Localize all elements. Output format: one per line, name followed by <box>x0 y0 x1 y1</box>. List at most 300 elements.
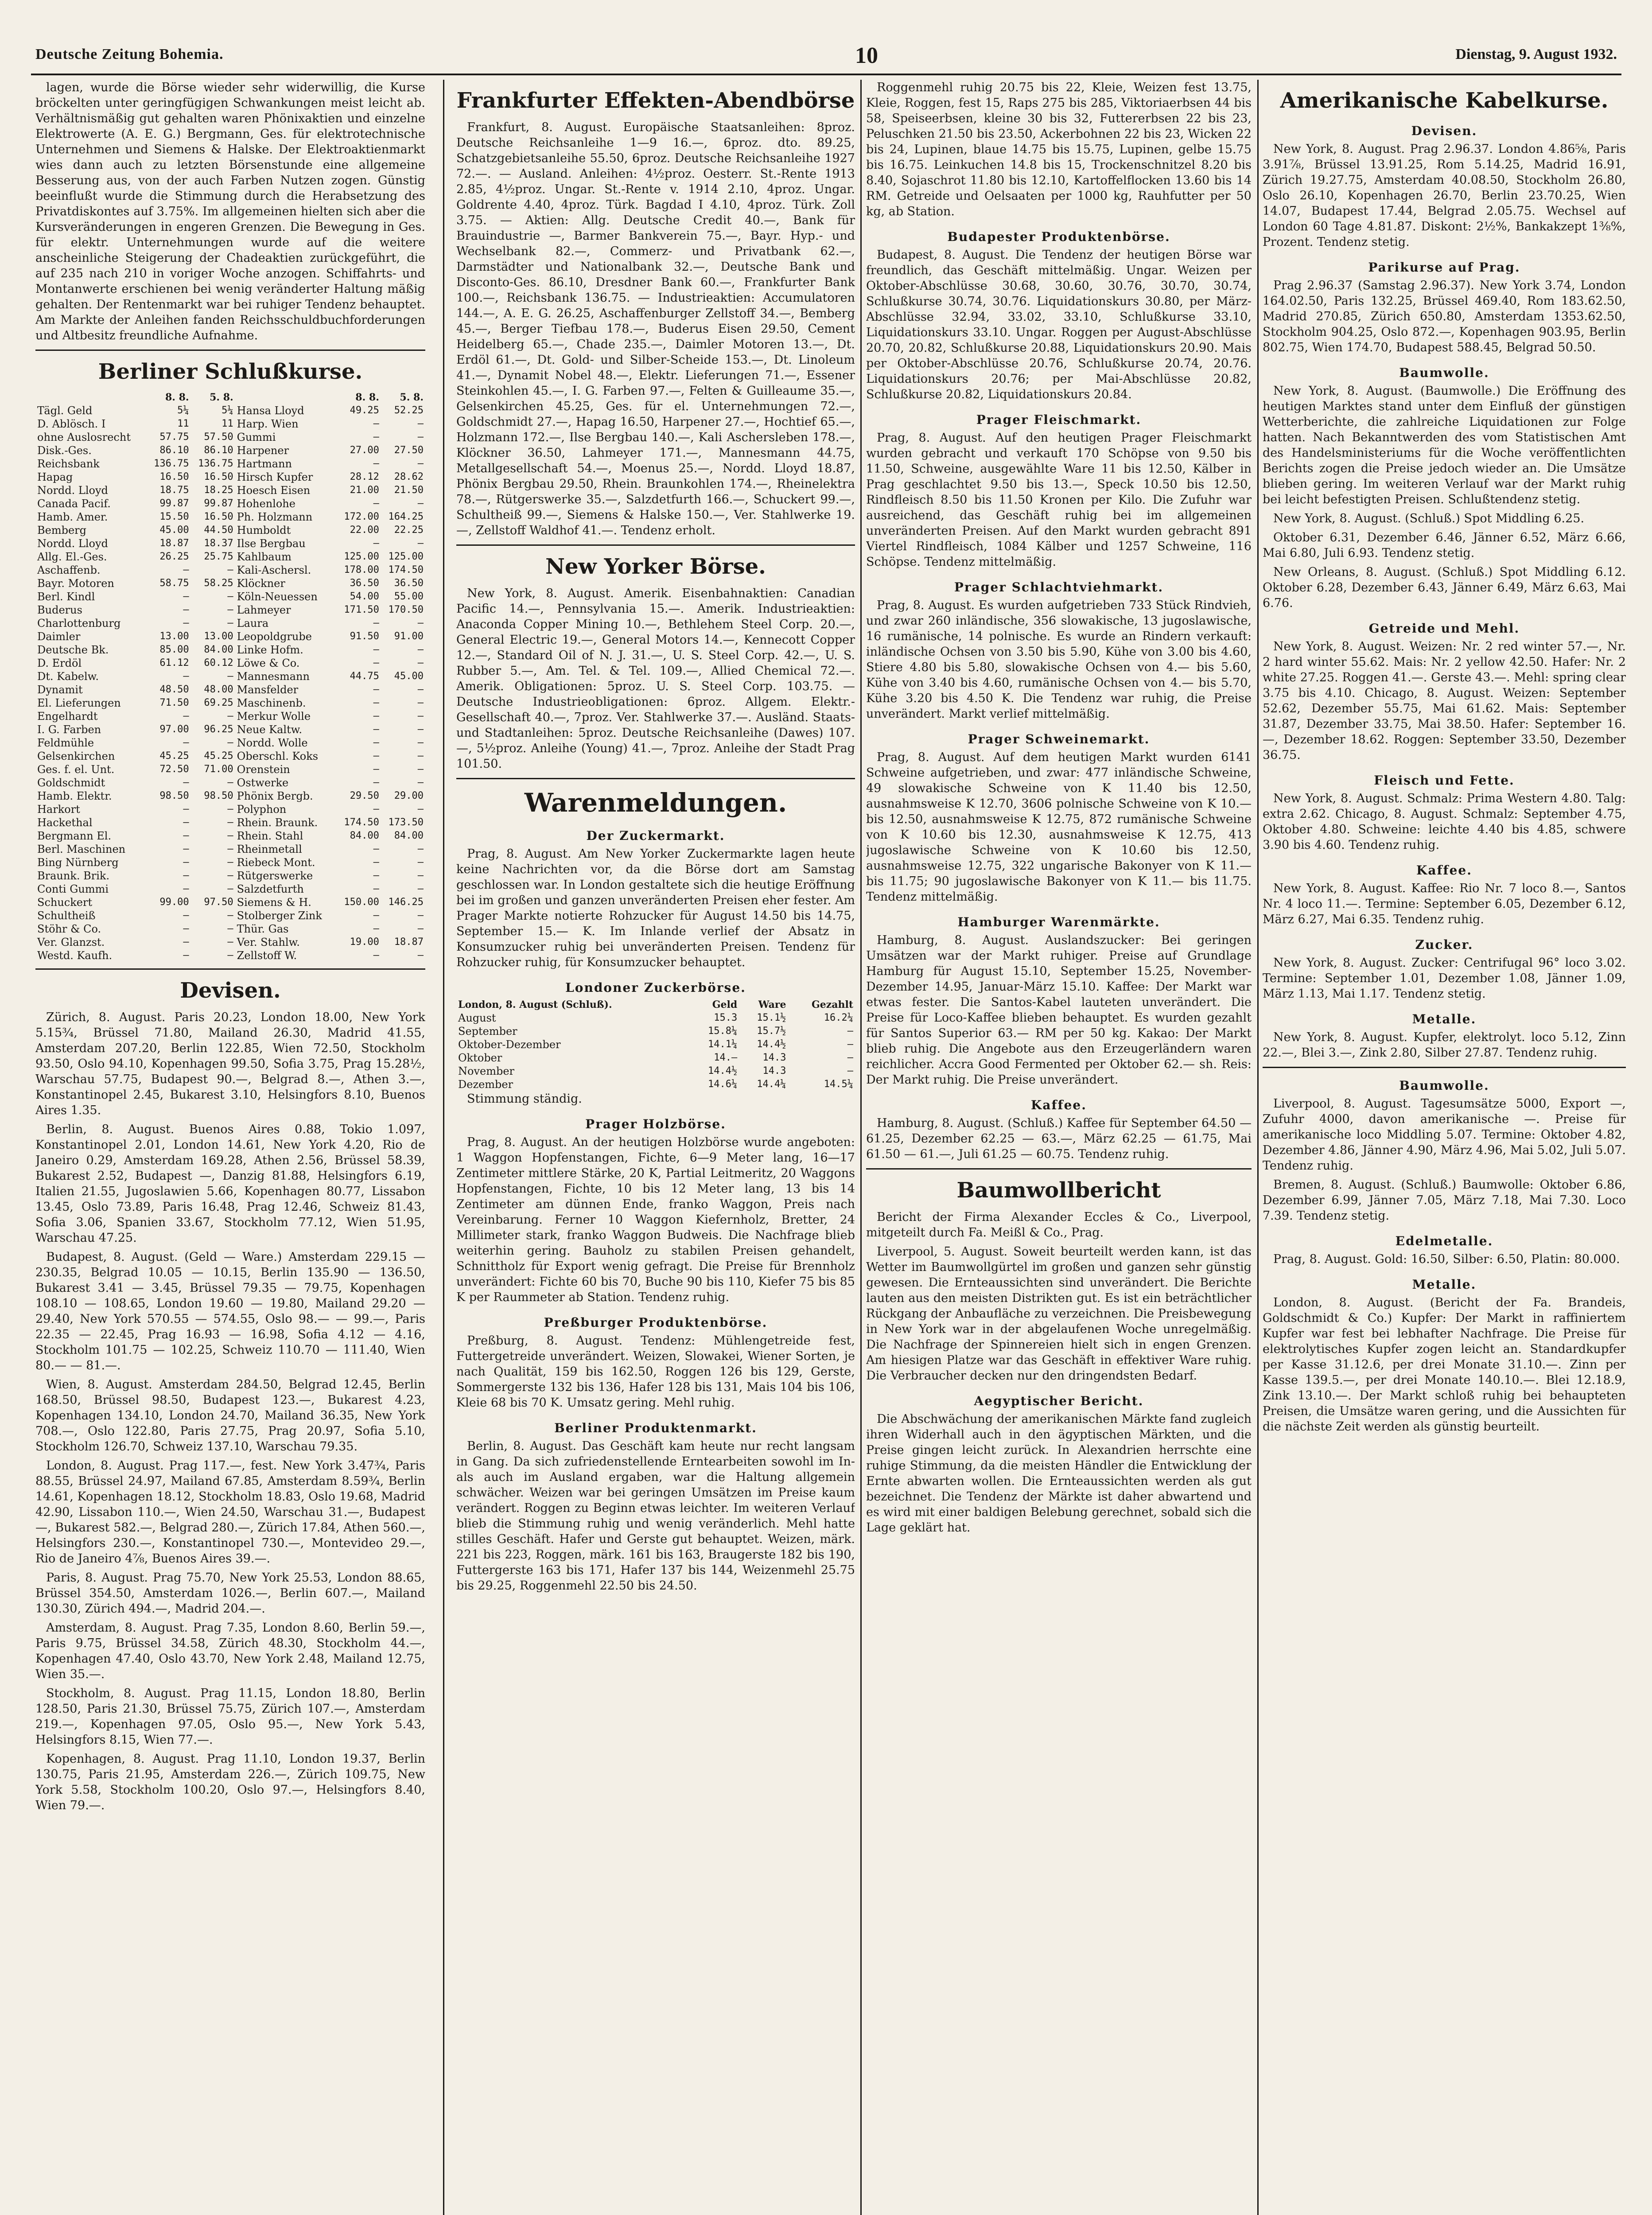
roggen-intro: Roggenmehl ruhig 20.75 bis 22, Kleie, Weizen fest 13.75, Kleie, Roggen, fest 15, Raps 275 bis 285, Viktoriaerbsen 44 bis 58, Speiseerbsen, kleine 30 bis 32, Futtererbsen 22 bis 23, Peluschken 21.50 bis 23.50, Ackerbohnen 22 bis 23, Wicken 22 bis 24, Lupinen, blaue 14.75 bis 15.75, Lupinen, gelbe 15.75 bis 16.75. Leinkuchen 14.8 bis 15, Trockenschnitzel 8.20 bis 8.40, Sojaschrot 11.80 bis 12.10, Kartoffelflocken 13.60 bis 14 RM. Getreide und Oelsaaten per 1000 kg, Rauhfutter per 50 kg, ab Station. <box>866 81 1252 218</box>
table-row <box>35 497 425 510</box>
quote-value: — <box>227 817 233 828</box>
quote-value: — <box>373 750 379 762</box>
table-header: Gezahlt <box>811 999 853 1010</box>
baumwolle-liverpool-report: Liverpool, 8. August. Tagesumsätze 5000, Export —, Zufuhr 4000, davon amerikanische —. Preise für amerikanische loco Middling 5.07. Termine: Oktober 4.82, Dezember 4.86, Jänner 4.90, März 4.96, Mai 5.02, Juli 5.07. Tendenz ruhig. <box>1263 1097 1626 1173</box>
quote-value: 14.1¼ <box>707 1039 738 1050</box>
security-name: Thür. Gas <box>237 923 289 935</box>
quote-value: — <box>847 1026 853 1037</box>
security-name: Berl. Maschinen <box>37 843 126 855</box>
quote-value: — <box>417 923 424 934</box>
section-rule <box>35 350 425 351</box>
quote-value: 15.7½ <box>757 1026 786 1037</box>
security-name: Ilse Bergbau <box>237 537 306 550</box>
london-mood: Stimmung ständig. <box>467 1092 582 1106</box>
table-row <box>35 670 425 683</box>
security-name: Salzdetfurth <box>237 883 304 895</box>
quote-value: 22.00 <box>350 525 379 536</box>
quote-value: — <box>417 498 424 509</box>
security-name: Orenstein <box>237 763 290 776</box>
getreide-report: New York, 8. August. Weizen: Nr. 2 red winter 57.—, Nr. 2 hard winter 55.62. Mais: Nr. 2 yellow 42.50. Hafer: Nr. 2 white 27.25. Roggen 41.—. Gerste 43.—. Mehl: spring clear 3.75 bis 4.10. Chicago, 8. August. Weizen: September 52.62, Dezember 55.75, Mai 61.62. Mais: September 31.87, Dezember 33.75, Mai 38.50. Hafer: September 16.—, Dezember 18.62. Roggen: September 33.50, Dezember 36.75. <box>1263 640 1626 762</box>
table-row <box>35 936 425 949</box>
table-row <box>35 431 425 444</box>
quote-value: 21.00 <box>350 485 379 496</box>
quote-value: 21.50 <box>394 485 424 496</box>
quote-value: 25.75 <box>204 551 233 562</box>
security-name: Mansfelder <box>237 684 299 696</box>
table-row <box>35 803 425 816</box>
quote-value: 15.8¼ <box>707 1026 738 1037</box>
table-row <box>456 1038 855 1051</box>
security-name: Linke Hofm. <box>237 644 303 656</box>
section-rule <box>456 544 855 546</box>
table-row <box>35 776 425 789</box>
fleisch-subtitle: Prager Fleischmarkt. <box>976 412 1142 427</box>
baumwoll-report: Liverpool, 5. August. Soweit beurteilt werden kann, ist das Wetter im Baumwollgürtel im großen und ganzen sehr günstig gewesen. Die Ernteaussichten sind unverändert. Die Berichte lauten aus den meisten Distrikten gut. Es ist ein beträchtlicher Rückgang der Anbaufläche zu verzeichnen. Die Preisbewegung in New York war in der abgelaufenen Woche unregelmäßig. Die Nachfrage der Spinnereien hielt sich in engen Grenzen. Am hiesigen Platze war das Geschäft in effektiver Ware ruhig. Die Verbraucher decken nur den dringendsten Bedarf. <box>866 1245 1252 1383</box>
market-intro: lagen, wurde die Börse wieder sehr widerwillig, die Kurse bröckelten unter geringfügigen Schwankungen meist leicht ab. Verhältnismäßig gut gehalten waren Phönixaktien und einzelne Elektrowerte (A. E. G.) Bergmann, Ges. für elektrotechnische Unternehmen und Siemens & Halske. Der Elektroaktienmarkt wies dann auch zu letzten Börsenstunde eine allgemeine Besserung aus, von der auch Farben Nutzen zogen. Günstig beeinflußt wurde die Stimmung durch die Herabsetzung des Privatdiskontes auf 3.75%. Im allgemeinen hielten sich aber die Kursveränderungen in engeren Grenzen. Die Bewegung in Ges. für elektr. Unternehmungen wurde auf die weitere anscheinliche Steigerung der Chadeaktien zurückgeführt, die auf 235 nach 210 in voriger Woche anzogen. Schiffahrts- und Montanwerte erschienen bei wenig veränderter Haltung mäßig gehalten. Der Rentenmarkt war bei ruhiger Tendenz behauptet. Am Markte der Anleihen fanden Reichsschuldbuchforderungen und Altbesitz freundliche Aufnahme. <box>35 81 425 342</box>
table-row <box>35 856 425 869</box>
security-name: Bayr. Motoren <box>37 577 114 590</box>
quote-value: 5¼ <box>177 405 189 416</box>
table-row <box>35 683 425 696</box>
quote-value: 16.50 <box>159 471 189 482</box>
quote-value: — <box>373 418 379 429</box>
quote-value: — <box>417 764 424 775</box>
zucker-report: Prag, 8. August. Am New Yorker Zuckermarkte lagen heute keine Nachrichten vor, da die Börse dort am Samstag geschlossen war. In London gestaltete sich die heutige Eröffnung bei im großen und ganzen unveränderten Preisen eher fester. Am Prager Markte notierte Rohzucker für August 14.50 bis 14.75, September 15.— K. Im Inlande verlief der Absatz in Konsumzucker ruhig bei unveränderten Preisen. Tendenz für Rohzucker ruhig, für Konsumzucker behauptet. <box>456 847 855 969</box>
security-name: Goldschmidt <box>37 777 105 789</box>
table-row <box>35 922 425 936</box>
table-row <box>35 896 425 909</box>
quote-value: 18.87 <box>394 937 424 948</box>
quote-value: — <box>183 777 189 788</box>
quote-value: — <box>373 724 379 735</box>
quote-value: — <box>373 618 379 629</box>
quote-value: 97.00 <box>159 724 189 735</box>
quote-value: 71.00 <box>204 764 233 775</box>
quote-value: 86.10 <box>204 445 233 456</box>
quote-value: 170.50 <box>388 604 424 615</box>
quote-value: 44.75 <box>350 671 379 682</box>
quote-value: 15.50 <box>159 511 189 522</box>
table-row <box>35 763 425 776</box>
quote-value: 71.50 <box>159 697 189 708</box>
page-header <box>31 43 1621 75</box>
table-row <box>456 1051 855 1065</box>
table-header: Geld <box>712 999 738 1010</box>
quote-value: — <box>417 431 424 443</box>
security-name: Feldmühle <box>37 737 94 749</box>
quote-value: — <box>183 817 189 828</box>
security-name: Ph. Holzmann <box>237 511 313 523</box>
security-name: Phönix Bergb. <box>237 790 313 802</box>
quote-value: 72.50 <box>159 764 189 775</box>
quote-value: 58.75 <box>159 578 189 589</box>
security-name: Schultheiß <box>37 909 96 922</box>
quote-value: — <box>227 857 233 868</box>
quote-value: — <box>417 750 424 762</box>
baumwoll-intro: Bericht der Firma Alexander Eccles & Co., Liverpool, mitgeteilt durch Fa. Meißl & Co., Prag. <box>866 1210 1252 1240</box>
quote-value: — <box>227 937 233 948</box>
security-name: Ver. Glanzst. <box>37 936 105 948</box>
quote-value: — <box>417 804 424 815</box>
security-name: Canada Pacif. <box>37 497 111 510</box>
table-row <box>35 537 425 550</box>
schlacht-report: Prag, 8. August. Es wurden aufgetrieben 733 Stück Rindvieh, und zwar 260 inländische, 356 slowakische, 13 jugoslawische, 16 rumänische, 14 polnische. Es wurde an Rindern verkauft: inländische Ochsen von 3.50 bis 5.90, Kühe von 3.00 bis 4.60, Stiere 4.80 bis 5.80, slowakische Ochsen von 4.— bis 5.60, Kühe von 3.40 bis 4.60, rumänische Ochsen von 4.— bis 5.70, Kühe 3.20 bis 4.50 K. Die Tendenz war ruhig, die Preise unverändert. Markt verlief mittelmäßig. <box>866 598 1252 721</box>
quote-value: — <box>227 604 233 615</box>
security-name: Harp. Wien <box>237 418 299 430</box>
security-name: Hapag <box>37 471 73 483</box>
security-name: Aschaffenb. <box>37 564 101 576</box>
newspaper-title: Deutsche Zeitung Bohemia. <box>35 46 224 62</box>
quote-value: — <box>417 711 424 722</box>
table-row <box>35 949 425 962</box>
table-row <box>35 484 425 497</box>
devisen-city-report: Berlin, 8. August. Buenos Aires 0.88, Tokio 1.097, Konstantinopel 2.01, London 14.61, New York 4.20, Rio de Janeiro 0.29, Amsterdam 169.28, Athen 2.56, Brüssel 58.39, Bukarest 2.52, Budapest —, Danzig 81.88, Helsingfors 6.19, Italien 21.55, Jugoslawien 5.66, Kopenhagen 80.77, Lissabon 13.45, Oslo 73.89, Paris 16.48, Prag 12.46, Schweiz 81.43, Sofia 3.06, Spanien 33.67, Stockholm 77.12, Wien 51.95, Warschau 47.25. <box>35 1123 425 1245</box>
quote-value: — <box>183 618 189 629</box>
security-name: Dynamit <box>37 684 83 696</box>
security-name: Conti Gummi <box>37 883 109 895</box>
quote-value: — <box>417 684 424 695</box>
quote-value: 96.25 <box>204 724 233 735</box>
quote-value: 55.00 <box>394 591 424 602</box>
delivery-month: Dezember <box>458 1078 513 1091</box>
quote-value: — <box>227 804 233 815</box>
quote-value: 45.25 <box>204 750 233 762</box>
quote-value: 36.50 <box>394 578 424 589</box>
quote-value: 58.25 <box>204 578 233 589</box>
security-name: Deutsche Bk. <box>37 644 109 656</box>
kabelkurse-title: Amerikanische Kabelkurse. <box>1280 88 1609 113</box>
security-name: Nordd. Lloyd <box>37 484 108 497</box>
quote-value: — <box>417 910 424 921</box>
security-name: Hackethal <box>37 816 93 829</box>
quote-value: 84.00 <box>350 830 379 841</box>
table-row <box>35 577 425 590</box>
hamburg-subtitle: Hamburger Warenmärkte. <box>957 915 1160 929</box>
quote-value: — <box>227 830 233 841</box>
security-name: Rheinmetall <box>237 843 302 855</box>
quote-value: — <box>373 843 379 855</box>
devisen-list <box>35 1010 425 1813</box>
security-name: Zellstoff W. <box>237 949 297 962</box>
quote-value: — <box>227 618 233 629</box>
parikurse-subtitle: Parikurse auf Prag. <box>1368 260 1520 275</box>
security-name: Lahmeyer <box>237 604 291 616</box>
zucker-ny-subtitle: Zucker. <box>1415 937 1473 952</box>
pressburg-report: Preßburg, 8. August. Tendenz: Mühlengetreide fest, Futtergetreide unverändert. Weizen, Slowakei, Wiener Sorten, je nach Qualität, 159 bis 162.50, Roggen 126 bis 129, Gerste, Sommergerste 132 bis 136, Hafer 128 bis 131, Mais 104 bis 106, Kleie 68 bis 70 K. Umsatz gering. Mehl ruhig. <box>456 1334 855 1410</box>
table-row <box>35 816 425 829</box>
parikurse-report: Prag 2.96.37 (Samstag 2.96.37). New York 3.74, London 164.02.50, Paris 132.25, Brüssel 469.40, Rom 183.62.50, Madrid 270.85, Zürich 650.80, Amsterdam 1353.62.50, Stockholm 904.25, Oslo 872.—, Kopenhagen 903.95, Berlin 802.75, Wien 174.70, Budapest 588.45, Belgrad 50.50. <box>1263 279 1626 354</box>
table-row <box>35 643 425 657</box>
security-name: Ver. Stahlw. <box>237 936 300 948</box>
quote-value: — <box>373 870 379 881</box>
column-1 <box>35 80 425 2215</box>
quote-value: — <box>373 538 379 549</box>
schlacht-subtitle: Prager Schlachtviehmarkt. <box>954 580 1164 595</box>
quote-value: 14.3 <box>762 1065 786 1076</box>
quote-value: — <box>373 711 379 722</box>
security-name: Nordd. Lloyd <box>37 537 108 550</box>
quote-value: 15.3 <box>714 1012 738 1023</box>
security-name: D. Ablösch. I <box>37 418 106 430</box>
column-divider <box>1257 80 1259 2215</box>
baumwolle-liverpool-subtitle: Baumwolle. <box>1399 1078 1489 1093</box>
quote-value: 14.— <box>714 1052 738 1063</box>
quote-value: 28.12 <box>350 471 379 482</box>
quote-value: 18.75 <box>159 485 189 496</box>
quote-value: — <box>373 431 379 443</box>
table-row <box>35 417 425 431</box>
newyork-title: New Yorker Börse. <box>545 554 766 579</box>
quote-value: — <box>417 697 424 708</box>
security-name: Humboldt <box>237 524 291 536</box>
table-header: London, 8. August (Schluß). <box>458 999 612 1010</box>
table-header-row <box>35 391 425 404</box>
quote-value: 45.00 <box>394 671 424 682</box>
quote-value: — <box>183 857 189 868</box>
holz-report: Prag, 8. August. An der heutigen Holzbörse wurde angeboten: 1 Waggon Hopfenstangen, Fichte, 6—9 Meter lang, 16—17 Zentimeter mittlere Stärke, 20 K, Partial Leitmeritz, 20 Waggons Hopfenstangen, Fichte, 10 bis 12 Meter lang, 13 bis 14 Zentimeter am dünnen Ende, franko Waggon, Preis nach Vereinbarung. Ferner 10 Waggon Kiefernholz, Bretter, 24 Millimeter stark, franko Waggon Budweis. Die Nachfrage blieb weiterhin gering. Bauholz zu stabilen Preisen gehandelt, Schnittholz für Export wenig gefragt. Die Preise für Brennholz unverändert: Fichte 60 bis 70, Buche 90 bis 110, Kiefer 75 bis 85 K per Raummeter ab Station. Tendenz ruhig. <box>456 1135 855 1304</box>
table-row <box>35 603 425 617</box>
baumwolle-report: New York, 8. August. (Baumwolle.) Die Eröffnung des heutigen Marktes stand unter dem Einfluß der günstigen Wetterberichte, die zahlreiche Liquidationen zur Folge hatten. Nach Bekanntwerden des vom Statistischen Amt des Handelsministeriums für die Woche veröffentlichten Berichts zogen die Preise jedoch wieder an. Die Umsätze blieben gering. Im weiteren Verlauf war der Markt ruhig bei leicht befestigten Preisen. Schlußtendenz stetig. <box>1263 384 1626 506</box>
quote-value: — <box>183 671 189 682</box>
table-row <box>35 563 425 577</box>
quote-value: — <box>373 657 379 668</box>
quote-value: 97.50 <box>204 897 233 908</box>
quote-value: — <box>373 910 379 921</box>
devisen-city-report: Amsterdam, 8. August. Prag 7.35, London 8.60, Berlin 59.—, Paris 9.75, Brüssel 34.58, Zürich 48.30, Stockholm 44.—, Kopenhagen 47.40, Oslo 43.70, New York 2.48, Mailand 12.75, Wien 35.—. <box>35 1621 425 1681</box>
quote-value: — <box>417 657 424 668</box>
berlin-quotes-table <box>35 391 425 962</box>
hamburg-report: Hamburg, 8. August. Auslandszucker: Bei geringen Umsätzen war der Markt ruhiger. Preise auf Grundlage Hamburg für August 15.10, September 15.25, November-Dezember 14.95, Januar-März 15.10. Kaffee: Der Markt war etwas fester. Die Santos-Kabel lauteten unverändert. Die Preise für Loco-Kaffee blieben behauptet. Es wurden gezahlt für Santos Superior 63.— RM per 50 kg. Kakao: Der Markt blieb ruhig. Die Angebote aus den Erzeugerländern waren reichlicher. Accra Good Fermented per Oktober 62.— sh. Reis: Der Markt ruhig. Die Preise unverändert. <box>866 933 1252 1087</box>
quote-value: 44.50 <box>204 525 233 536</box>
table-row <box>35 590 425 603</box>
quote-value: — <box>373 498 379 509</box>
quote-value: 91.50 <box>350 631 379 642</box>
waren-title: Warenmeldungen. <box>524 788 787 818</box>
devisen-city-report: Zürich, 8. August. Paris 20.23, London 18.00, New York 5.15¾, Brüssel 71.80, Mailand 26.30, Madrid 41.55, Amsterdam 207.20, Berlin 122.85, Wien 72.50, Stockholm 93.50, Oslo 94.10, Kopenhagen 99.50, Sofia 3.75, Prag 15.28½, Warschau 57.75, Budapest 90.—, Belgrad 8.—, Athen 3.—, Konstantinopel 2.45, Bukarest 3.10, Helsingfors 8.10, Buenos Aires 1.35. <box>35 1010 425 1117</box>
metalle-london-report: London, 8. August. (Bericht der Fa. Brandeis, Goldschmidt & Co.) Kupfer: Der Markt in raffiniertem Kupfer war fest bei lebhafter Nachfrage. Die Preise für elektrolytisches Kupfer zogen leicht an. Standardkupfer per Kasse 31.12.6, per drei Monate 31.10.—. Zinn per Kasse 139.5.—, per drei Monate 140.10.—. Blei 12.18.9, Zink 13.10.—. Der Markt schloß ruhig bei behaupteten Preisen, die Umsätze waren gering, und die Aussichten für die nächste Zeit werden als günstig beurteilt. <box>1263 1296 1626 1434</box>
quote-value: 99.87 <box>159 498 189 509</box>
quote-value: — <box>227 564 233 575</box>
quote-value: — <box>183 937 189 948</box>
table-row <box>456 1025 855 1038</box>
table-row <box>35 829 425 843</box>
zucker-subtitle: Der Zuckermarkt. <box>586 828 725 843</box>
page-number: 10 <box>855 43 878 68</box>
quote-value: — <box>183 830 189 841</box>
security-name: ohne Auslosrecht <box>37 431 131 443</box>
security-name: Buderus <box>37 604 82 616</box>
table-header: 8. 8. <box>165 392 189 403</box>
quote-value: 150.00 <box>344 897 379 908</box>
quote-value: — <box>227 711 233 722</box>
quote-value: 60.12 <box>204 657 233 668</box>
quote-value: 16.50 <box>204 511 233 522</box>
edelmetalle-report: Prag, 8. August. Gold: 16.50, Silber: 6.50, Platin: 80.000. <box>1273 1252 1620 1266</box>
quote-value: — <box>417 644 424 655</box>
section-rule <box>456 778 855 779</box>
quote-value: — <box>417 418 424 429</box>
quote-value: 29.00 <box>394 790 424 801</box>
security-name: Nordd. Wolle <box>237 737 308 749</box>
security-name: Löwe & Co. <box>237 657 300 669</box>
security-name: Disk.-Ges. <box>37 444 92 457</box>
quote-value: 29.50 <box>350 790 379 801</box>
quote-value: — <box>373 458 379 469</box>
security-name: Hirsch Kupfer <box>237 471 313 483</box>
quote-value: 171.50 <box>344 604 379 615</box>
quote-value: — <box>227 671 233 682</box>
table-row <box>35 470 425 484</box>
quote-value: 48.50 <box>159 684 189 695</box>
security-name: Harpener <box>237 444 289 457</box>
security-name: Rütgerswerke <box>237 870 313 882</box>
quote-value: 14.6¼ <box>707 1079 738 1090</box>
quote-value: — <box>373 923 379 934</box>
security-name: Harkort <box>37 803 80 816</box>
security-name: Schuckert <box>37 896 93 909</box>
quote-value: 57.75 <box>159 431 189 443</box>
column-4 <box>1263 80 1626 2215</box>
quote-value: 14.5¼ <box>824 1079 853 1090</box>
frankfurt-report: Frankfurt, 8. August. Europäische Staatsanleihen: 8proz. Deutsche Reichsanleihe 1—9 16.—, 6proz. dto. 89.25, Schatzgebietsanleihe 55.50, 6proz. Deutsche Reichsanleihe 1927 72.—. — Ausland. Anleihen: 4½proz. Oesterr. St.-Rente 1913 2.85, 4½proz. Ungar. St.-Rente v. 1914 2.10, 4proz. Ungar. Goldrente 4.40, 4proz. Türk. Bagdad I 4.10, 4proz. Türk. Zoll 3.75. — Aktien: Allg. Deutsche Credit 40.—, Bank für Brauindustrie —, Barmer Bankverein 75.—, Bayr. Hyp.- und Wechselbank 82.—, Commerz- und Privatbank 62.—, Darmstädter und Nationalbank 32.—, Deutsche Bank und Disconto-Ges. 86.10, Dresdner Bank 60.—, Frankfurter Bank 100.—, Reichsbank 136.75. — Industrieaktien: Accumulatoren 144.—, A. E. G. 26.25, Aschaffenburger Zellstoff 34.—, Bemberg 45.—, Berger Tiefbau 178.—, Buderus Eisen 29.50, Cement Heidelberg 65.—, Chade 235.—, Daimler Motoren 13.—, Dt. Erdöl 61.—, Dt. Gold- und Silber-Scheide 153.—, Dt. Linoleum 41.—, Dynamit Nobel 48.—, Elektr. Lieferungen 71.—, Essener Steinkohlen 45.—, I. G. Farben 97.—, Felten & Guilleaume 35.—, Gelsenkirchen 45.25, Ges. für el. Unternehmungen 72.—, Goldschmidt 27.—, Hapag 16.50, Harpener 27.—, Hochtief 65.—, Holzmann 172.—, Ilse Bergbau 140.—, Kali Aschersleben 178.—, Klöckner 36.50, Lahmeyer 171.—, Mannesmann 44.75, Metallgesellschaft 54.—, Moenus 25.—, Nordd. Lloyd 18.87, Phönix Bergbau 29.50, Rhein. Braunkohlen 174.—, Rheinelektra 78.—, Rütgerswerke 35.—, Salzdetfurth 166.—, Schuckert 99.—, Schultheiß 99.—, Siemens & Halske 150.—, Ver. Stahlwerke 19.—, Zellstoff Waldhof 41.—. Tendenz erholt. <box>456 120 855 537</box>
schwein-subtitle: Prager Schweinemarkt. <box>968 732 1150 746</box>
security-name: Hamb. Elektr. <box>37 790 112 802</box>
fleisch-fette-report: New York, 8. August. Schmalz: Prima Western 4.80. Talg: extra 2.62. Chicago, 8. August. Schmalz: September 4.75, Oktober 4.80. Schweine: leichte 4.40 bis 4.85, schwere 3.90 bis 4.60. Tendenz ruhig. <box>1263 792 1626 852</box>
devisen-city-report: London, 8. August. Prag 117.—, fest. New York 3.47¾, Paris 88.55, Brüssel 24.97, Mailand 67.85, Amsterdam 8.59¾, Berlin 14.61, Kopenhagen 18.12, Stockholm 18.83, Oslo 19.68, Madrid 42.90, Lissabon 110.—, Wien 24.50, Warschau 31.—, Budapest —, Bukarest 582.—, Belgrad 280.—, Zürich 17.84, Athen 560.—, Helsingfors 230.—, Konstantinopel 730.—, Montevideo 29.—, Rio de Janeiro 4⅞, Buenos Aires 39.—. <box>35 1459 425 1566</box>
devisen-city-report: Budapest, 8. August. (Geld — Ware.) Amsterdam 229.15 — 230.35, Belgrad 10.05 — 10.15, Berlin 135.90 — 136.50, Bukarest 3.41 — 3.45, Brüssel 79.35 — 79.75, Kopenhagen 108.10 — 108.65, London 19.60 — 19.80, Mailand 29.20 — 29.40, New York 570.55 — 574.55, Oslo 98.— — 99.—, Paris 22.35 — 22.45, Prag 16.93 — 16.98, Sofia 4.12 — 4.16, Stockholm 101.75 — 102.25, Schweiz 110.70 — 111.40, Wien 80.— — 81.—. <box>35 1250 425 1372</box>
quote-value: 98.50 <box>159 790 189 801</box>
quote-value: 14.4½ <box>757 1039 786 1050</box>
devisen-subtitle: Devisen. <box>1411 124 1477 138</box>
security-name: Rhein. Stahl <box>237 830 303 842</box>
table-header-row <box>456 998 855 1011</box>
security-name: I. G. Farben <box>37 723 101 736</box>
quote-value: 136.75 <box>154 458 189 469</box>
quote-value: — <box>373 764 379 775</box>
quote-value: 84.00 <box>394 830 424 841</box>
table-row <box>35 909 425 922</box>
metalle-london-subtitle: Metalle. <box>1412 1277 1477 1292</box>
security-name: Bing Nürnberg <box>37 856 119 869</box>
quote-value: — <box>227 591 233 602</box>
security-name: Maschinenb. <box>237 697 306 709</box>
table-row <box>35 882 425 896</box>
quote-value: 69.25 <box>204 697 233 708</box>
quote-value: — <box>183 804 189 815</box>
quote-value: 18.25 <box>204 485 233 496</box>
table-row <box>35 657 425 670</box>
quote-value: — <box>847 1052 853 1063</box>
quote-value: 36.50 <box>350 578 379 589</box>
security-name: D. Erdöl <box>37 657 82 669</box>
berlin-produkten-subtitle: Berliner Produktenmarkt. <box>554 1421 757 1435</box>
table-row <box>35 710 425 723</box>
quote-value: 174.50 <box>388 564 424 575</box>
berlin-title: Berliner Schlußkurse. <box>98 359 363 384</box>
quote-value: 14.4½ <box>707 1065 738 1076</box>
quote-value: 14.4¼ <box>757 1079 786 1090</box>
table-row <box>456 1011 855 1025</box>
quote-value: — <box>417 950 424 961</box>
quote-value: — <box>227 843 233 855</box>
security-name: Berl. Kindl <box>37 591 95 603</box>
metalle-ny-subtitle: Metalle. <box>1412 1012 1477 1026</box>
quote-value: 125.00 <box>344 551 379 562</box>
security-name: Kali-Aschersl. <box>237 564 311 576</box>
quote-value: — <box>373 737 379 748</box>
section-rule <box>35 968 425 970</box>
security-name: Reichsbank <box>37 458 100 470</box>
security-name: Ostwerke <box>237 777 289 789</box>
london-zucker-subtitle: Londoner Zuckerbörse. <box>565 980 746 995</box>
security-name: Hansa Lloyd <box>237 404 304 417</box>
table-row <box>35 524 425 537</box>
quote-value: 14.3 <box>762 1052 786 1063</box>
quote-value: 61.12 <box>159 657 189 668</box>
quote-value: 16.2¼ <box>824 1012 853 1023</box>
quote-value: — <box>417 724 424 735</box>
quote-value: 5¼ <box>222 405 233 416</box>
kaffee-report: Hamburg, 8. August. (Schluß.) Kaffee für September 64.50 — 61.25, Dezember 62.25 — 63.—, März 62.25 — 61.75, Mai 61.50 — 61.—, Juli 61.25 — 60.75. Tendenz ruhig. <box>866 1116 1252 1161</box>
quote-value: — <box>227 910 233 921</box>
quote-value: 16.50 <box>204 471 233 482</box>
security-name: Tägl. Geld <box>37 404 93 417</box>
table-header: 5. 8. <box>400 392 424 403</box>
metalle-ny-report: New York, 8. August. Kupfer, elektrolyt. loco 5.12, Zinn 22.—, Blei 3.—, Zink 2.80, Silber 27.87. Tendenz ruhig. <box>1263 1030 1626 1060</box>
delivery-month: Oktober-Dezember <box>458 1038 561 1051</box>
quote-value: 27.00 <box>350 445 379 456</box>
table-header: 8. 8. <box>355 392 379 403</box>
quote-value: 84.00 <box>204 644 233 655</box>
quote-value: — <box>183 843 189 855</box>
table-header <box>35 391 147 404</box>
security-name: Neue Kaltw. <box>237 723 303 736</box>
quote-value: 45.00 <box>159 525 189 536</box>
quote-value: 18.37 <box>204 538 233 549</box>
column-2 <box>456 80 855 2215</box>
security-name: Engelhardt <box>37 710 98 723</box>
quote-value: — <box>417 870 424 881</box>
table-row <box>35 696 425 710</box>
devisen-city-report: Stockholm, 8. August. Prag 11.15, London 18.80, Berlin 128.50, Paris 21.30, Brüssel 75.75, Zürich 107.—, Amsterdam 219.—, Kopenhagen 97.05, Oslo 95.—, New York 5.43, Helsingfors 8.15, Wien 77.—. <box>35 1687 425 1747</box>
quote-value: — <box>417 458 424 469</box>
security-name: Leopoldgrube <box>237 630 312 643</box>
quote-value: — <box>227 950 233 961</box>
aegypt-report: Die Abschwächung der amerikanischen Märkte fand zugleich ihren Widerhall auch in den ägyptischen Märkten, und die Preise gingen leicht zurück. In Alexandrien herrschte eine ruhige Stimmung, da die meisten Händler die Entwicklung der Ernte abwarten wollen. Die Ernteaussichten werden als gut bezeichnet. Die Tendenz der Märkte ist daher abwartend und es wird mit einer baldigen Belebung gerechnet, sobald sich die Lage geklärt hat. <box>866 1412 1252 1535</box>
quote-value: 57.50 <box>204 431 233 443</box>
section-rule <box>1263 1067 1626 1068</box>
quote-value: — <box>417 777 424 788</box>
security-name: Hartmann <box>237 458 292 470</box>
table-row <box>35 404 425 417</box>
newyork-report: New York, 8. August. Amerik. Eisenbahnaktien: Canadian Pacific 14.—, Pennsylvania 15.—. Amerik. Industrieaktien: Anaconda Copper Mining 10.—, Bethlehem Steel Corp. 20.—, General Electric 19.—, General Motors 14.—, Kennecott Copper 12.—, Standard Oil of N. J. 31.—, U. S. Steel Corp. 42.—, U. S. Rubber 5.—, Am. Tel. & Tel. 109.—, Allied Chemical 72.—. Amerik. Obligationen: 5proz. U. S. Steel Corp. 103.75. — Deutsche Industrieobligationen: 6proz. Allgem. Elektr.-Gesellschaft 40.—, 7proz. Ver. Stahlwerke 37.—. Ausländ. Staats- und Stadtanleihen: 5proz. Deutsche Reichsanleihe (Dawes) 107.—, 5½proz. Anleihe (Young) 41.—, 7proz. Anleihe der Stadt Prag 101.50. <box>456 587 855 771</box>
quote-value: 91.00 <box>394 631 424 642</box>
table-header: Ware <box>758 999 786 1010</box>
issue-date: Dienstag, 9. August 1932. <box>1455 46 1617 62</box>
pressburg-subtitle: Preßburger Produktenbörse. <box>544 1315 768 1330</box>
table-row <box>35 843 425 856</box>
budapest-report: Budapest, 8. August. Die Tendenz der heutigen Börse war freundlich, das Geschäft mittelmäßig. Ungar. Weizen per Oktober-Abschlüsse 30.68, 30.60, 30.76, 30.70, 30.74, Schlußkurse 30.74, 30.76. Liquidationskurs 30.80, per März-Abschlüsse 32.94, 33.02, 33.10, Schlußkurse 33.10, Liquidationskurs 33.10. Ungar. Roggen per August-Abschlüsse 20.70, 20.82, Schlußkurse 20.88, Liquidationskurs 20.90. Mais per Oktober-Abschlüsse 20.76, Schlußkurse 20.74, 20.76. Liquidationskurs 20.76; per Mai-Abschlüsse 20.82, Schlußkurse 20.82, Liquidationskurs 20.84. <box>866 248 1252 401</box>
quote-value: — <box>183 737 189 748</box>
security-name: Daimler <box>37 630 81 643</box>
security-name: Oberschl. Koks <box>237 750 319 762</box>
table-row <box>35 550 425 563</box>
budapest-subtitle: Budapester Produktenbörse. <box>947 229 1170 244</box>
quote-value: — <box>183 923 189 934</box>
quote-value: 99.87 <box>204 498 233 509</box>
kaffee-ny-report: New York, 8. August. Kaffee: Rio Nr. 7 loco 8.—, Santos Nr. 4 loco 11.—. Termine: September 6.05, Dezember 6.12, März 6.27, Mai 6.35. Tendenz ruhig. <box>1263 882 1626 926</box>
devisen-title: Devisen. <box>180 978 281 1003</box>
